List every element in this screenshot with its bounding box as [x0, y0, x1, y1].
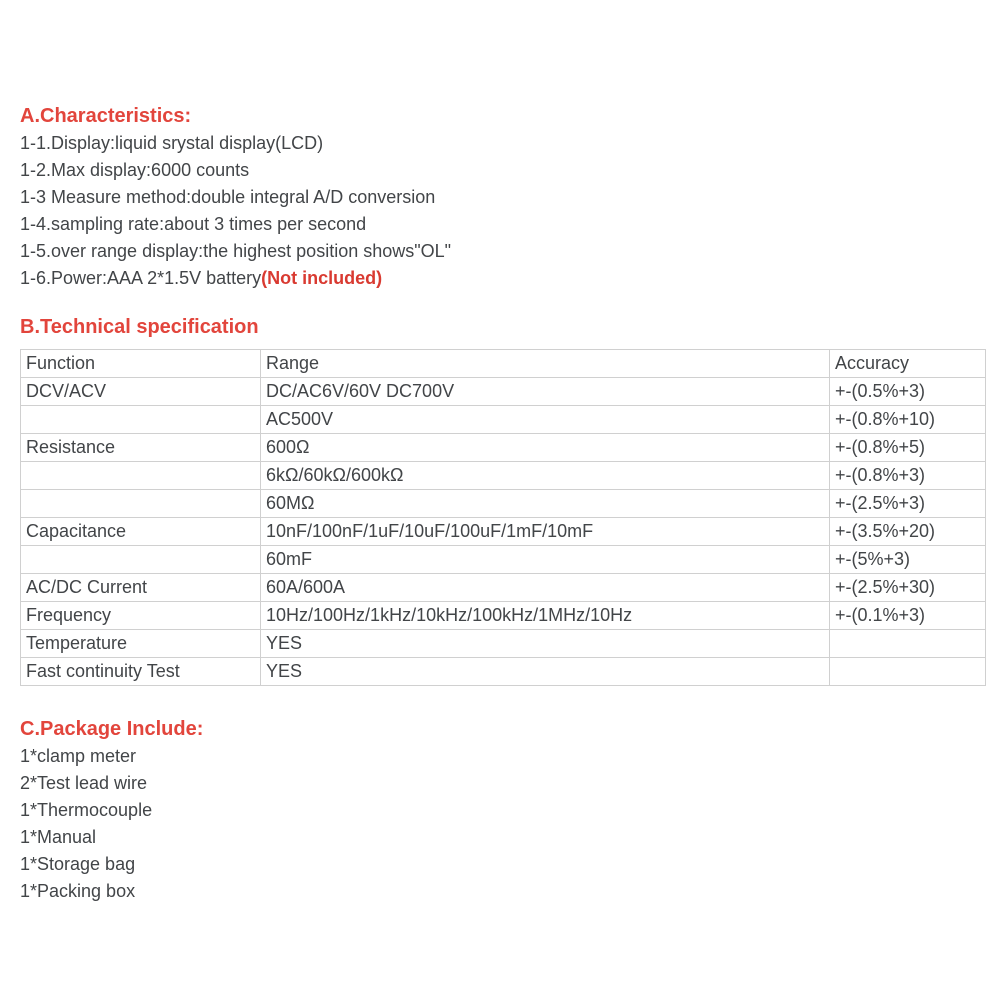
- function-cell: AC/DC Current: [21, 574, 261, 602]
- range-cell: DC/AC6V/60V DC700V: [261, 378, 830, 406]
- function-cell: [21, 490, 261, 518]
- accuracy-cell: +-(5%+3): [830, 546, 986, 574]
- function-cell: [21, 406, 261, 434]
- text-line: 1*clamp meter: [20, 746, 137, 766]
- column-header-function: Function: [21, 350, 261, 378]
- column-header-range: Range: [261, 350, 830, 378]
- column-header-accuracy: Accuracy: [830, 350, 986, 378]
- power-line-plain: 1-6.Power:AAA 2*1.5V battery: [20, 268, 262, 288]
- function-cell: Frequency: [21, 602, 261, 630]
- accuracy-cell: +-(0.1%+3): [830, 602, 986, 630]
- range-cell: 600Ω: [261, 434, 830, 462]
- table-row: [21, 378, 986, 406]
- power-line-highlight: (Not included): [261, 268, 383, 288]
- section-a-lines: [20, 130, 982, 265]
- accuracy-cell: [830, 630, 986, 658]
- range-cell: 60A/600A: [261, 574, 830, 602]
- table-header-row: [21, 350, 986, 378]
- table-row: [21, 658, 986, 686]
- accuracy-cell: +-(2.5%+3): [830, 490, 986, 518]
- table-row: [21, 434, 986, 462]
- table-row: [21, 490, 986, 518]
- range-cell: 10Hz/100Hz/1kHz/10kHz/100kHz/1MHz/10Hz: [261, 602, 830, 630]
- table-row: [21, 574, 986, 602]
- function-cell: Temperature: [21, 630, 261, 658]
- accuracy-cell: +-(3.5%+20): [830, 518, 986, 546]
- text-line: 1-5.over range display:the highest position shows"OL": [20, 241, 452, 261]
- text-line: 1-3 Measure method:double integral A/D conversion: [20, 187, 436, 207]
- accuracy-cell: +-(2.5%+30): [830, 574, 986, 602]
- range-cell: 10nF/100nF/1uF/10uF/100uF/1mF/10mF: [261, 518, 830, 546]
- table-row: [21, 406, 986, 434]
- table-row: [21, 602, 986, 630]
- range-cell: 60MΩ: [261, 490, 830, 518]
- range-cell: YES: [261, 658, 830, 686]
- text-line: 1-1.Display:liquid srystal display(LCD): [20, 133, 324, 153]
- technical-specification-table: [20, 349, 986, 686]
- text-line: 1*Packing box: [20, 881, 136, 901]
- text-line: 1-4.sampling rate:about 3 times per second: [20, 214, 367, 234]
- section-b-title: B.Technical specification: [20, 316, 259, 338]
- function-cell: DCV/ACV: [21, 378, 261, 406]
- text-line: 2*Test lead wire: [20, 773, 148, 793]
- text-line: 1*Thermocouple: [20, 800, 153, 820]
- text-line: 1*Storage bag: [20, 854, 136, 874]
- function-cell: [21, 462, 261, 490]
- range-cell: 6kΩ/60kΩ/600kΩ: [261, 462, 830, 490]
- accuracy-cell: [830, 658, 986, 686]
- table-body: [21, 378, 986, 686]
- function-cell: Fast continuity Test: [21, 658, 261, 686]
- accuracy-cell: +-(0.8%+5): [830, 434, 986, 462]
- power-line: [20, 265, 982, 292]
- range-cell: 60mF: [261, 546, 830, 574]
- text-line: 1-2.Max display:6000 counts: [20, 160, 250, 180]
- section-c-title: C.Package Include:: [20, 718, 204, 740]
- range-cell: YES: [261, 630, 830, 658]
- table-row: [21, 462, 986, 490]
- table-row: [21, 630, 986, 658]
- accuracy-cell: +-(0.8%+3): [830, 462, 986, 490]
- accuracy-cell: +-(0.5%+3): [830, 378, 986, 406]
- range-cell: AC500V: [261, 406, 830, 434]
- accuracy-cell: +-(0.8%+10): [830, 406, 986, 434]
- function-cell: [21, 546, 261, 574]
- function-cell: Capacitance: [21, 518, 261, 546]
- section-a-title: A.Characteristics:: [20, 105, 192, 127]
- table-row: [21, 546, 986, 574]
- function-cell: Resistance: [21, 434, 261, 462]
- table-row: [21, 518, 986, 546]
- section-c-lines: [20, 743, 982, 905]
- text-line: 1*Manual: [20, 827, 97, 847]
